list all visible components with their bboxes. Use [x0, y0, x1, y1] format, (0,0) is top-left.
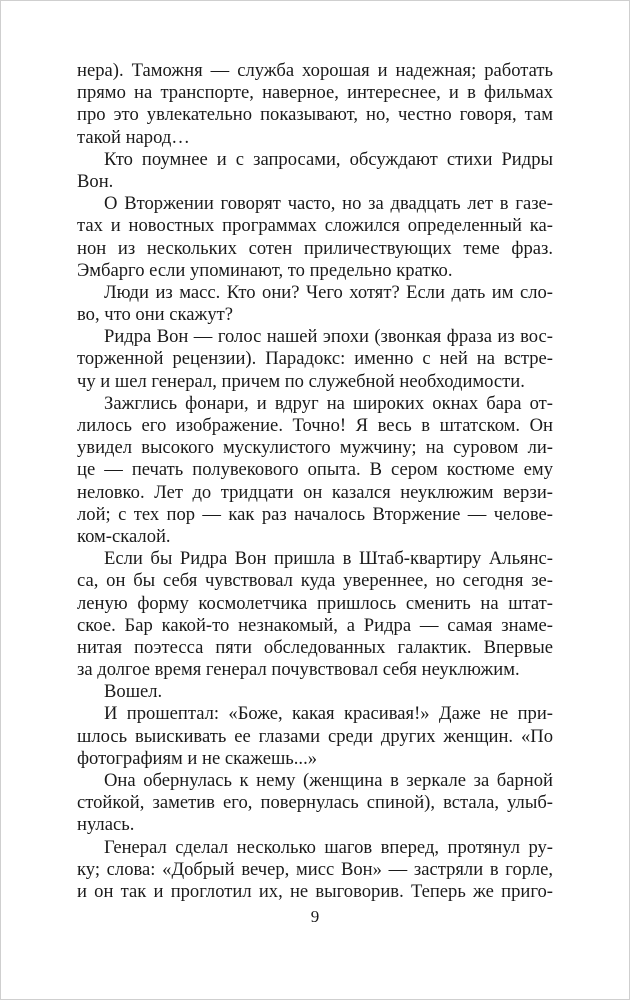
text-line: ское. Бар какой-то незнакомый, а Ридра — самая знаме-	[77, 614, 553, 636]
text-line: Генерал сделал несколько шагов вперед, протянул ру-	[104, 836, 553, 858]
text-line: Люди из масс. Кто они? Чего хотят? Если дать им сло-	[104, 281, 553, 303]
text-line: во, что они скажут?	[77, 304, 234, 326]
text-line: це — печать полувекового опыта. В сером костюме ему	[77, 459, 553, 481]
text-line: увидел высокого мускулистого мужчину; на суровом ли-	[77, 437, 553, 459]
text-line: Если бы Ридра Вон пришла в Штаб-квартиру Альянс-	[104, 548, 553, 570]
text-line: Вошел.	[104, 681, 163, 703]
text-line: за долгое время генерал почувствовал себя неуклюжим.	[77, 659, 520, 681]
text-line: И прошептал: «Боже, какая красивая!» Даже не при-	[104, 703, 553, 725]
page-number: 9	[310, 907, 320, 926]
body-text	[77, 60, 553, 903]
text-line: леную форму космолетчика пришлось сменить на штат-	[77, 592, 553, 614]
text-line: нера). Таможня — служба хорошая и надежная; работать	[77, 60, 553, 81]
text-line: тах и новостных программах сложился определенный ка-	[77, 215, 553, 237]
text-line: нон из нескольких сотен приличествующих теме фраз.	[77, 237, 553, 259]
text-line: нулась.	[77, 814, 135, 836]
text-line: лой; с тех пор — как раз началось Вторжение — челове-	[77, 503, 553, 525]
text-line: са, он бы себя чувствовал куда увереннее, но сегодня зе-	[77, 570, 553, 592]
text-line: Зажглись фонари, и вдруг на широких окнах бара от-	[104, 392, 553, 414]
text-line: Вон.	[77, 170, 114, 192]
text-line: торженной рецензии). Парадокс: именно с ней на встре-	[77, 348, 553, 370]
text-line: шлось выискивать ее глазами среди других женщин. «По	[77, 725, 553, 747]
text-line: стойкой, заметив его, повернулась спиной), встала, улыб-	[77, 792, 553, 814]
text-line: неловко. Лет до тридцати он казался неуклюжим верзи-	[77, 481, 553, 503]
text-line: такой народ…	[77, 126, 190, 148]
text-line: Ридра Вон — голос нашей эпохи (звонкая фраза из вос-	[104, 326, 553, 348]
text-line: лилось его изображение. Точно! Я весь в штатском. Он	[77, 415, 553, 436]
text-line: и он так и проглотил их, не выговорив. Теперь же приго-	[77, 880, 553, 902]
text-line: Эмбарго если упоминают, то предельно кратко.	[77, 259, 453, 281]
text-line: прямо на транспорте, наверное, интереснее, и в фильмах	[77, 82, 553, 104]
text-line: чу и шел генерал, причем по служебной необходимости.	[77, 370, 525, 392]
text-line: О Вторжении говорят часто, но за двадцать лет в газе-	[104, 193, 553, 215]
text-line: ком-скалой.	[77, 525, 171, 547]
text-line: Она обернулась к нему (женщина в зеркале за барной	[104, 770, 553, 791]
text-line: про это увлекательно показывают, но, честно говоря, там	[77, 104, 553, 126]
text-line: нитая поэтесса пяти обследованных галактик. Впервые	[77, 636, 553, 658]
text-line: фотографиям и не скажешь...»	[77, 747, 318, 769]
text-line: ку; слова: «Добрый вечер, мисс Вон» — застряли в горле,	[77, 858, 553, 880]
text-line: Кто поумнее и с запросами, обсуждают стихи Ридры	[104, 148, 553, 170]
